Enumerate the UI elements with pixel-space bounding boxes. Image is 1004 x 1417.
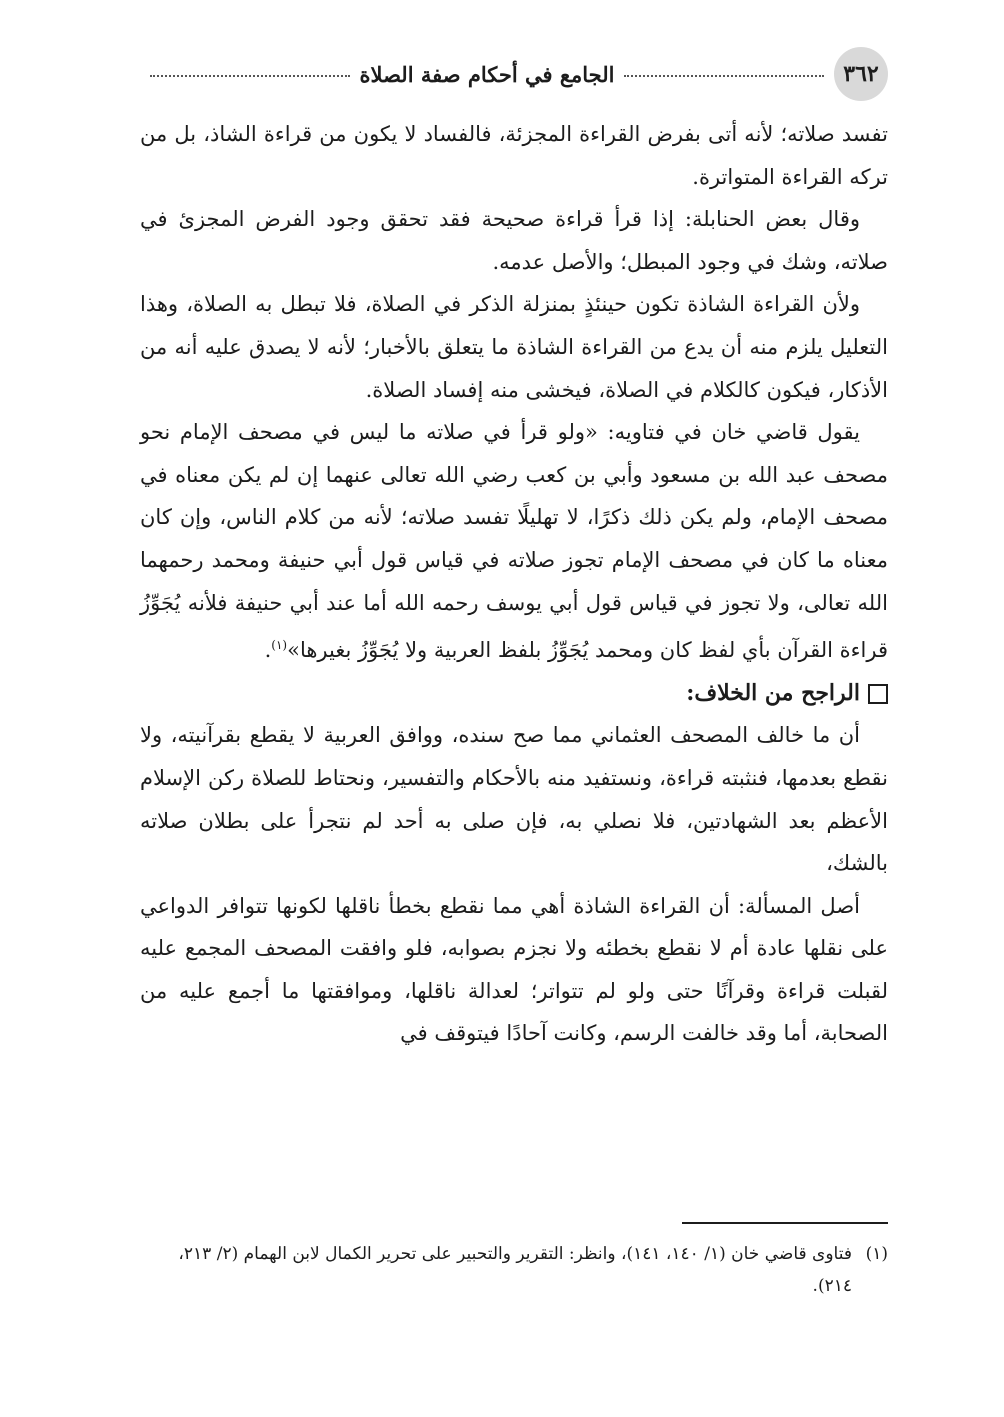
page-header — [140, 40, 888, 108]
paragraph-2: وقال بعض الحنابلة: إذا قرأ قراءة صحيحة فقد تحقق وجود الفرض المجزئ في صلاته، وشك في وجود المبطل؛ والأصل عدمه. — [140, 207, 888, 274]
section-heading — [140, 672, 888, 715]
main-text — [140, 113, 888, 1055]
section-heading-text: الراجح من الخلاف: — [686, 679, 860, 706]
quote-end: . — [264, 638, 272, 663]
footnote-number: (١) — [865, 1244, 888, 1264]
page-number: ٣٦٢ — [834, 47, 888, 101]
footnote-separator — [682, 1222, 888, 1224]
footnote-text: فتاوى قاضي خان (١/ ١٤٠، ١٤١)، وانظر: التقرير والتحبير على تحرير الكمال لابن الهمام (٢/ ٢١٣، ٢١٤). — [178, 1244, 852, 1296]
square-bullet-icon — [868, 684, 888, 704]
paragraph-1: تفسد صلاته؛ لأنه أتى بفرض القراءة المجزئة، فالفساد لا يكون من قراءة الشاذ، بل من تركه القراءة المتواترة. — [140, 122, 888, 189]
header-dots-left — [150, 75, 350, 77]
footnote-ref[interactable]: (١) — [271, 638, 288, 653]
quote-text: يقول قاضي خان في فتاويه: «ولو قرأ في صلاته ما ليس في مصحف الإمام نحو مصحف عبد الله بن مسعود وأبي بن كعب رضي الله تعالى عنهما إن لم يكن معناه في مصحف الإمام، ولم يكن ذلك ذكرًا، لا تهليلًا تفسد صلاته؛ لأنه من كلام الناس، وإن كان معناه ما كان في مصحف الإمام تجوز صلاته في قياس قول أبي حنيفة ومحمد رحمهما الله تعالى، ولا تجوز في قياس قول أبي يوسف رحمه الله أما عند أبي حنيفة فلأنه يُجَوِّزُ قراءة القرآن بأي لفظ كان ومحمد يُجَوِّزُ بلفظ العربية ولا يُجَوِّزُ بغيرها» — [140, 420, 888, 663]
paragraph-5: أن ما خالف المصحف العثماني مما صح سنده، ووافق العربية لا يقطع بقرآنيته، ولا نقطع بعدمها، فنثبته قراءة، ونستفيد منه بالأحكام والتفسير، ونحتاط للصلاة ركن الإسلام الأعظم بعد الشهادتين، فلا نصلي به، فإن صلى به أحد لم نتجرأ على بطلان صلاته بالشك، — [140, 723, 888, 876]
footnote — [140, 1238, 888, 1302]
paragraph-4 — [140, 411, 888, 672]
paragraph-6: أصل المسألة: أن القراءة الشاذة أهي مما نقطع بخطأ ناقلها لكونها تتوافر الدواعي على نقلها عادة أم لا نقطع بخطئه ولا نجزم بصوابه، فلو وافقت المصحف المجمع عليه لقبلت قراءة وقرآنًا حتى ولو لم تتواتر؛ لعدالة ناقلها، وموافقتها ما أجمع عليه من الصحابة، أما وقد خالفت الرسم، وكانت آحادًا فيتوقف في — [140, 893, 888, 1046]
paragraph-3: ولأن القراءة الشاذة تكون حينئذٍ بمنزلة الذكر في الصلاة، فلا تبطل به الصلاة، وهذا التعليل يلزم منه أن يدع من القراءة الشاذة ما يتعلق بالأخبار؛ لأنه لا يصدق عليه أنه من الأذكار، فيكون كالكلام في الصلاة، فيخشى منه إفساد الصلاة. — [140, 292, 888, 402]
book-title: الجامع في أحكام صفة الصلاة — [359, 61, 615, 87]
header-dots-right — [624, 75, 824, 77]
